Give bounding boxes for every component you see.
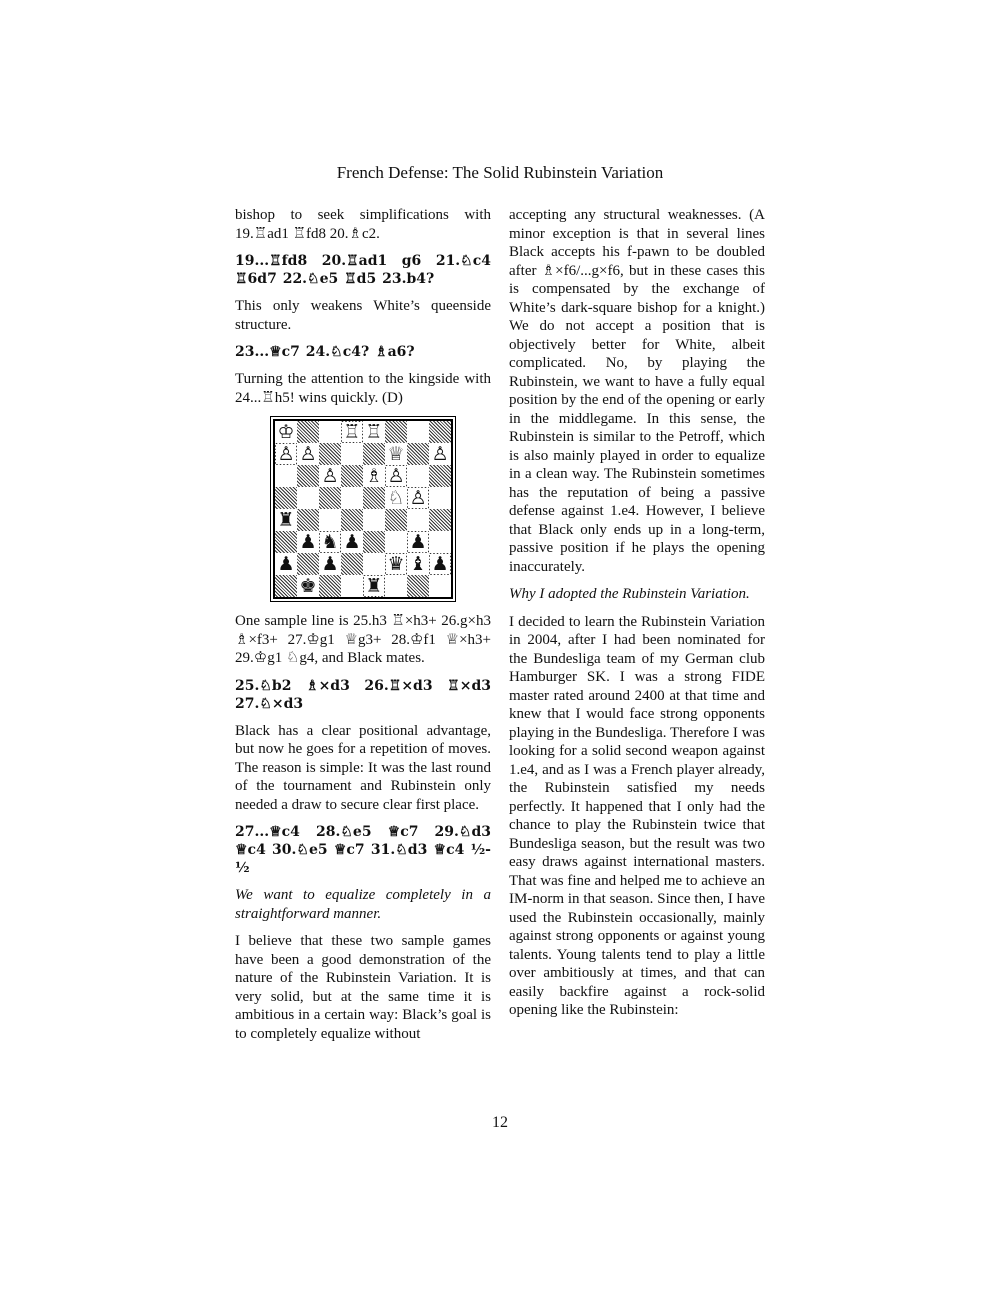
move-line: 23...♕c7 24.♘c4? ♗a6? xyxy=(235,344,415,360)
left-column xyxy=(235,206,491,1052)
square-g5 xyxy=(407,487,429,509)
square-b5 xyxy=(297,487,319,509)
page-number: 12 xyxy=(492,1114,508,1131)
square-h6 xyxy=(429,465,451,487)
paragraph: Black has a clear positional advantage, but now he goes for a repetition of moves. The reason is simple: It was the last round of the tournament and Rubinstein only needed a draw to secure clear first place. xyxy=(235,722,491,813)
move-line: 19...♖fd8 20.♖ad1 g6 21.♘c4 ♖6d7 22.♘e5 ♖d5 23.b4? xyxy=(235,253,491,287)
chess-piece-icon: ♙ xyxy=(299,443,317,465)
move-line: 27...♕c4 28.♘e5 ♕c7 29.♘d3 ♕c4 30.♘e5 ♕c7 31.♘d3 ♕c4 ½-½ xyxy=(235,824,491,876)
square-d8 xyxy=(341,421,363,443)
square-g7 xyxy=(407,443,429,465)
square-d2 xyxy=(341,553,363,575)
square-a4 xyxy=(275,509,297,531)
square-c6 xyxy=(319,465,341,487)
paragraph: This only weakens White’s queenside structure. xyxy=(235,298,491,333)
square-f2 xyxy=(385,553,407,575)
square-d7 xyxy=(341,443,363,465)
paragraph: accepting any structural weaknesses. (A minor exception is that in several lines Black accepts his f-pawn to be doubled after ♗×f6/...g×f6, but in these cases this is compensated by the exchange of White’s dark-square bishop for a knight.) We do not accept a position that is objectively better for White, albeit complicated. No, by playing the Rubinstein, we want to have a fully equal position by the end of the opening or early in the middlegame. In this sense, the Rubinstein is similar to the Petroff, which is also mainly played in order to equalize in a clean way. The Rubinstein sometimes has the reputation of being a passive defense against 1.e4. However, I believe that Black only ends up in a long-term, passive position if he plays the opening inaccurately. xyxy=(509,207,765,575)
chess-piece-icon: ♝ xyxy=(409,553,427,575)
square-b6 xyxy=(297,465,319,487)
square-b7 xyxy=(297,443,319,465)
board-rank xyxy=(275,553,451,575)
square-c2 xyxy=(319,553,341,575)
square-b8 xyxy=(297,421,319,443)
square-e1 xyxy=(363,575,385,597)
paragraph: One sample line is 25.h3 ♖×h3+ 26.g×h3 ♗×f3+ 27.♔g1 ♕g3+ 28.♔f1 ♕×h3+ 29.♔g1 ♘g4, and Black mates. xyxy=(235,613,491,666)
square-g1 xyxy=(407,575,429,597)
square-d6 xyxy=(341,465,363,487)
square-f1 xyxy=(385,575,407,597)
square-f8 xyxy=(385,421,407,443)
chess-piece-icon: ♙ xyxy=(321,465,339,487)
square-c8 xyxy=(319,421,341,443)
square-h1 xyxy=(429,575,451,597)
board-rank xyxy=(275,575,451,597)
square-a2 xyxy=(275,553,297,575)
paragraph: I decided to learn the Rubinstein Variation in 2004, after I had been nominated for the Bundesliga team of my German club Hamburger SK. I was a strong FIDE master rated around 2400 at that time and knew that I would face strong opponents playing in the Bundesliga. Therefore I was looking for a solid second weapon against 1.e4, and as I was a French player already, the Rubinstein satisfied my needs perfectly. It happened that I only had the chance to play the Rubinstein twice that Bundesliga season, but the result was two easy draws against international masters. That was fine and helped me to achieve an IM-norm in that season. Since then, I have used the Rubinstein occasionally, mainly against strong opponents or against young talents. Young talents tend to play a little over ambitiously at times, and that can easily backfire against a rock-solid opening like the Rubinstein: xyxy=(509,613,765,1018)
chess-piece-icon: ♗ xyxy=(365,465,383,487)
square-h8 xyxy=(429,421,451,443)
chess-piece-icon: ♞ xyxy=(321,531,339,553)
square-a5 xyxy=(275,487,297,509)
square-c4 xyxy=(319,509,341,531)
square-a1 xyxy=(275,575,297,597)
chess-piece-icon: ♖ xyxy=(365,421,383,443)
paragraph: bishop to seek simplifications with 19.♖ad1 ♖fd8 20.♗c2. xyxy=(235,207,491,242)
chess-piece-icon: ♟ xyxy=(277,553,295,575)
square-d5 xyxy=(341,487,363,509)
square-e2 xyxy=(363,553,385,575)
chess-piece-icon: ♜ xyxy=(365,575,383,597)
square-e5 xyxy=(363,487,385,509)
chess-piece-icon: ♙ xyxy=(277,443,295,465)
square-a3 xyxy=(275,531,297,553)
square-h7 xyxy=(429,443,451,465)
square-d3 xyxy=(341,531,363,553)
square-g8 xyxy=(407,421,429,443)
square-c7 xyxy=(319,443,341,465)
italic-remark: We want to equalize completely in a straightforward manner. xyxy=(235,887,491,922)
square-e7 xyxy=(363,443,385,465)
board-rank xyxy=(275,531,451,553)
running-header: French Defense: The Solid Rubinstein Variation xyxy=(336,163,664,182)
chess-piece-icon: ♟ xyxy=(321,553,339,575)
chess-diagram xyxy=(235,416,491,602)
chess-piece-icon: ♙ xyxy=(387,465,405,487)
paragraph: I believe that these two sample games have been a good demonstration of the nature of the Rubinstein Variation. It is very solid, but at the same time it is ambitious in a certain way: Black’s goal is to completely equalize without xyxy=(235,933,491,1042)
section-heading: Why I adopted the Rubinstein Variation. xyxy=(509,586,750,602)
right-column xyxy=(509,206,765,1029)
chess-piece-icon: ♟ xyxy=(343,531,361,553)
chess-piece-icon: ♟ xyxy=(299,531,317,553)
chess-piece-icon: ♟ xyxy=(431,553,449,575)
chess-piece-icon: ♟ xyxy=(409,531,427,553)
chess-piece-icon: ♙ xyxy=(409,487,427,509)
square-h2 xyxy=(429,553,451,575)
chess-piece-icon: ♔ xyxy=(277,421,295,443)
square-c5 xyxy=(319,487,341,509)
chess-piece-icon: ♕ xyxy=(387,443,405,465)
chess-piece-icon: ♜ xyxy=(277,509,295,531)
square-b3 xyxy=(297,531,319,553)
square-g3 xyxy=(407,531,429,553)
square-g4 xyxy=(407,509,429,531)
square-f7 xyxy=(385,443,407,465)
move-line: 25.♘b2 ♗×d3 26.♖×d3 ♖×d3 27.♘×d3 xyxy=(235,677,491,712)
square-a8 xyxy=(275,421,297,443)
square-h5 xyxy=(429,487,451,509)
board-rank xyxy=(275,443,451,465)
square-a7 xyxy=(275,443,297,465)
board-rank xyxy=(275,509,451,531)
chess-piece-icon: ♛ xyxy=(387,553,405,575)
board-rank xyxy=(275,487,451,509)
square-e8 xyxy=(363,421,385,443)
square-e6 xyxy=(363,465,385,487)
square-f4 xyxy=(385,509,407,531)
square-h3 xyxy=(429,531,451,553)
square-e3 xyxy=(363,531,385,553)
square-f5 xyxy=(385,487,407,509)
square-c3 xyxy=(319,531,341,553)
square-g6 xyxy=(407,465,429,487)
board-rank xyxy=(275,421,451,443)
chess-piece-icon: ♙ xyxy=(431,443,449,465)
chess-piece-icon: ♖ xyxy=(343,421,361,443)
square-b2 xyxy=(297,553,319,575)
paragraph: Turning the attention to the kingside with 24...♖h5! wins quickly. (D) xyxy=(235,371,491,406)
square-b4 xyxy=(297,509,319,531)
square-d4 xyxy=(341,509,363,531)
board-frame xyxy=(270,416,456,602)
square-c1 xyxy=(319,575,341,597)
square-e4 xyxy=(363,509,385,531)
square-b1 xyxy=(297,575,319,597)
chess-piece-icon: ♘ xyxy=(387,487,405,509)
square-a6 xyxy=(275,465,297,487)
board-rank xyxy=(275,465,451,487)
chess-board xyxy=(275,421,451,597)
square-d1 xyxy=(341,575,363,597)
chess-piece-icon: ♚ xyxy=(299,575,317,597)
square-f3 xyxy=(385,531,407,553)
square-g2 xyxy=(407,553,429,575)
square-f6 xyxy=(385,465,407,487)
square-h4 xyxy=(429,509,451,531)
